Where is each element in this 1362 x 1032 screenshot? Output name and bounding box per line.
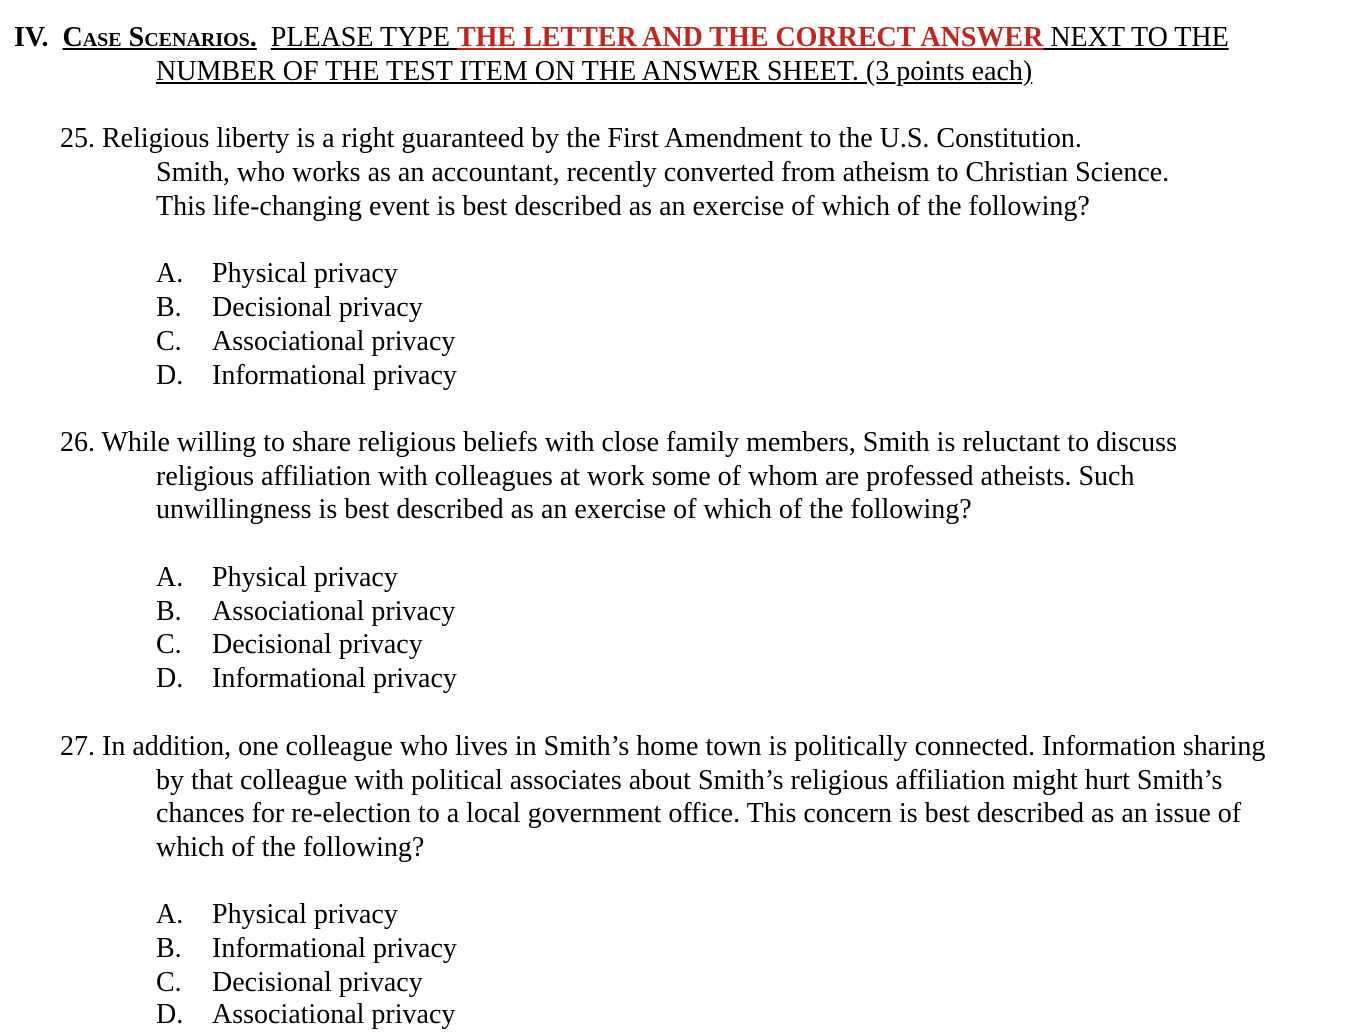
instruction-highlight: THE LETTER AND THE CORRECT ANSWER	[456, 22, 1044, 53]
question-25-line-1: 25. Religious liberty is a right guaranteed by the First Amendment to the U.S. Constitution.	[60, 123, 1082, 154]
section-title: Case Scenarios.	[62, 22, 257, 53]
question-26-line-3: unwillingness is best described as an exercise of which of the following?	[156, 494, 972, 525]
question-26-line-2: religious affiliation with colleagues at work some of whom are professed atheists. Such	[156, 461, 1135, 492]
question-25-option-c: C. Associational privacy	[156, 326, 456, 357]
question-27-option-d: D. Associational privacy	[156, 999, 456, 1030]
question-26-option-b: B. Associational privacy	[156, 596, 456, 627]
question-27-line-1: 27. In addition, one colleague who lives in Smith’s home town is politically connected. Information sharing	[60, 731, 1266, 762]
question-25-option-d: D. Informational privacy	[156, 360, 457, 391]
question-25-line-2: Smith, who works as an accountant, recently converted from atheism to Christian Science.	[156, 157, 1170, 188]
question-27-option-c: C. Decisional privacy	[156, 967, 423, 998]
question-27-line-3: chances for re-election to a local government office. This concern is best described as an issue of	[156, 798, 1242, 829]
section-header	[14, 21, 1229, 55]
question-25-line-3: This life-changing event is best described as an exercise of which of the following?	[156, 191, 1090, 222]
instruction-line-2: NUMBER OF THE TEST ITEM ON THE ANSWER SHEET. (3 points each)	[156, 56, 1033, 87]
question-26-option-d: D. Informational privacy	[156, 663, 457, 694]
question-25-option-b: B. Decisional privacy	[156, 292, 423, 323]
question-27-line-2: by that colleague with political associates about Smith’s religious affiliation might hurt Smith’s	[156, 765, 1223, 796]
question-25-option-a: A. Physical privacy	[156, 258, 398, 289]
question-27-line-4: which of the following?	[156, 832, 425, 863]
question-26-line-1: 26. While willing to share religious beliefs with close family members, Smith is reluctant to discuss	[60, 427, 1177, 458]
instruction-text: PLEASE TYPE	[270, 22, 450, 53]
section-number: IV.	[14, 22, 49, 53]
question-26-option-c: C. Decisional privacy	[156, 629, 423, 660]
question-27-option-b: B. Informational privacy	[156, 933, 457, 964]
instruction-text-end: NEXT TO THE	[1050, 22, 1229, 53]
question-27-option-a: A. Physical privacy	[156, 899, 398, 930]
question-26-option-a: A. Physical privacy	[156, 562, 398, 593]
